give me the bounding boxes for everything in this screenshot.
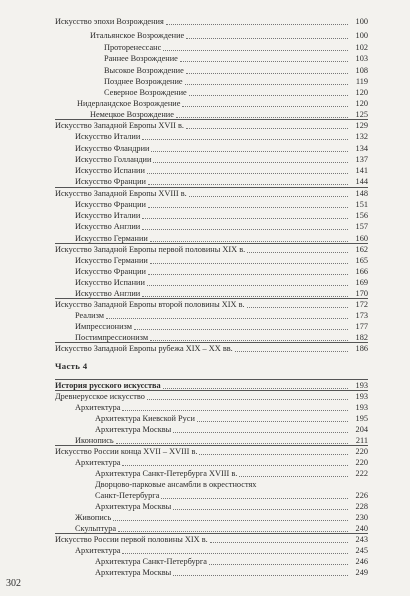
toc-entry (75, 267, 368, 277)
dot-leader (247, 251, 348, 253)
toc-entry-title: Искусство Италии (75, 211, 141, 220)
toc-entry-page: 157 (355, 222, 368, 231)
toc-entry-title: Реализм (75, 311, 105, 320)
toc-entry-page: 249 (355, 568, 368, 577)
toc-entry-page: 245 (355, 546, 368, 555)
toc-entry-title: Искусство Фландрии (75, 144, 150, 153)
dot-leader (186, 37, 348, 39)
dot-leader (122, 464, 348, 466)
section-rule (55, 445, 368, 446)
dot-leader (142, 217, 348, 219)
toc-entry-title: Искусство Западной Европы рубежа XIX – XX вв. (55, 344, 233, 353)
dot-leader (148, 183, 348, 185)
toc-entry-page: 246 (355, 557, 368, 566)
toc-entry-title: Искусство Франции (75, 177, 146, 186)
toc-entry (104, 88, 368, 98)
toc-entry (95, 469, 368, 479)
toc-entry (95, 414, 368, 424)
section-rule (55, 187, 368, 188)
toc-entry-page: 166 (355, 267, 368, 276)
dot-leader (173, 574, 348, 576)
toc-entry-title: Искусство Франции (75, 200, 146, 209)
toc-entry (95, 568, 368, 578)
toc-entry (55, 300, 368, 310)
toc-entry (95, 491, 368, 501)
toc-entry-page: 134 (355, 144, 368, 153)
toc-entry-title: Искусство Италии (75, 132, 141, 141)
dot-leader (180, 60, 348, 62)
toc-entry-page: 165 (355, 256, 368, 265)
dot-leader (150, 339, 348, 341)
toc-entry-title: Архитектура Киевской Руси (95, 414, 195, 423)
toc-entry-title: Искусство Германии (75, 234, 148, 243)
dot-leader (209, 563, 348, 565)
toc-entry (75, 513, 368, 523)
toc-entry-page: 173 (355, 311, 368, 320)
toc-entry (75, 278, 368, 288)
part-heading: Часть 4 (55, 361, 88, 371)
toc-entry (75, 166, 368, 176)
dot-leader (142, 295, 348, 297)
toc-entry-title: Архитектура (75, 458, 121, 467)
toc-entry-title: Архитектура (75, 546, 121, 555)
toc-entry-page: 144 (355, 177, 368, 186)
toc-entry-title: Постимпрессионизм (75, 333, 149, 342)
toc-entry (55, 189, 368, 199)
toc-entry (55, 245, 368, 255)
dot-leader (116, 442, 348, 444)
toc-entry-title: Северное Возрождение (104, 88, 187, 97)
dot-leader (239, 475, 348, 477)
toc-entry-page: 170 (355, 289, 368, 298)
toc-entry-page: 137 (355, 155, 368, 164)
dot-leader (148, 206, 348, 208)
toc-entry-page: 160 (355, 234, 368, 243)
toc-entry-page: 108 (355, 66, 368, 75)
dot-leader (151, 150, 348, 152)
toc-entry-title: Искусство эпохи Возрождения (55, 17, 164, 26)
toc-entry-title: Искусство Западной Европы XVIII в. (55, 189, 187, 198)
toc-entry-page: 120 (355, 88, 368, 97)
toc-entry-page: 177 (355, 322, 368, 331)
toc-entry (104, 54, 368, 64)
dot-leader (148, 273, 348, 275)
dot-leader (150, 240, 348, 242)
dot-leader (182, 105, 348, 107)
toc-entry (75, 546, 368, 556)
section-rule (55, 342, 368, 343)
section-rule (55, 298, 368, 299)
dot-leader (122, 552, 348, 554)
toc-entry-title: Немецкое Возрождение (90, 110, 174, 119)
toc-entry-page: 172 (355, 300, 368, 309)
toc-entry-title: Искусство Англии (75, 222, 141, 231)
toc-entry-title: Импрессионизм (75, 322, 132, 331)
toc-entry-page: 162 (355, 245, 368, 254)
toc-entry-page: 193 (355, 403, 368, 412)
toc-entry-page: 120 (355, 99, 368, 108)
toc-entry-title: Нидерландское Возрождение (77, 99, 181, 108)
toc-entry-title: Искусство Западной Европы второй половины XIX в. (55, 300, 245, 309)
dot-leader (147, 284, 348, 286)
dot-leader (150, 262, 348, 264)
dot-leader (185, 83, 348, 85)
toc-entry (75, 458, 368, 468)
toc-entry (75, 132, 368, 142)
toc-entry (55, 121, 368, 131)
dot-leader (173, 508, 348, 510)
toc-entry-title: Архитектура Москвы (95, 568, 172, 577)
toc-entry-title: Искусство России первой половины XIX в. (55, 535, 208, 544)
toc-entry-title: Архитектура Санкт-Петербурга (95, 557, 207, 566)
dot-leader (199, 453, 348, 455)
dot-leader (166, 23, 348, 25)
toc-entry (55, 344, 368, 354)
toc-entry (55, 17, 368, 27)
toc-entry-title: Проторенессанс (104, 43, 162, 52)
dot-leader (189, 94, 348, 96)
toc-entry-title: Позднее Возрождение (104, 77, 183, 86)
toc-entry (75, 144, 368, 154)
section-rule (55, 390, 368, 391)
toc-entry-title: Высокое Возрождение (104, 66, 184, 75)
toc-entry-title: Иконопись (75, 436, 114, 445)
dot-leader (147, 398, 348, 400)
toc-entry-title: Живопись (75, 513, 112, 522)
toc-entry-title: Санкт-Петербурга (95, 491, 160, 500)
toc-entry-page: 169 (355, 278, 368, 287)
toc-entry-title: Раннее Возрождение (104, 54, 178, 63)
toc-entry-title: Искусство Германии (75, 256, 148, 265)
page-number: 302 (6, 578, 21, 589)
toc-entry-page: 125 (355, 110, 368, 119)
toc-entry (75, 311, 368, 321)
toc-entry-title: История русского искусства (55, 381, 161, 390)
toc-entry-title: Архитектура (75, 403, 121, 412)
section-rule (55, 119, 368, 120)
toc-entry (75, 155, 368, 165)
toc-entry-title: Итальянское Возрождение (90, 31, 185, 40)
toc-entry (77, 99, 368, 109)
toc-entry-title: Искусство России конца XVII – XVIII в. (55, 447, 198, 456)
toc-entry-page: 204 (355, 425, 368, 434)
toc-entry (75, 256, 368, 266)
toc-entry-page: 228 (355, 502, 368, 511)
toc-entry-page: 148 (355, 189, 368, 198)
toc-entry-page: 132 (355, 132, 368, 141)
toc-entry-title: Искусство Голландии (75, 155, 152, 164)
dot-leader (186, 127, 348, 129)
dot-leader (197, 420, 348, 422)
dot-leader (134, 328, 348, 330)
dot-leader (235, 350, 348, 352)
dot-leader (210, 541, 348, 543)
section-rule (55, 243, 368, 244)
toc-entry-page: 186 (355, 344, 368, 353)
toc-entry-page: 151 (355, 200, 368, 209)
toc-entry-page: 102 (355, 43, 368, 52)
section-rule (55, 379, 368, 380)
dot-leader (163, 387, 348, 389)
toc-entry-page: 230 (355, 513, 368, 522)
toc-entry-title: Искусство Франции (75, 267, 146, 276)
toc-entry-title: Архитектура Москвы (95, 425, 172, 434)
toc-entry-title: Искусство Испании (75, 166, 145, 175)
dot-leader (147, 172, 348, 174)
toc-entry-page: 243 (355, 535, 368, 544)
toc-entry (75, 211, 368, 221)
toc-entry-title: Искусство Западной Европы первой половины XIX в. (55, 245, 246, 254)
toc-entry-title: Скульптура (75, 524, 117, 533)
dot-leader (113, 519, 348, 521)
dot-leader (118, 530, 348, 532)
toc-entry (55, 447, 368, 457)
toc-entry (104, 43, 368, 53)
toc-entry (55, 535, 368, 545)
toc-entry-page: 193 (355, 392, 368, 401)
dot-leader (122, 409, 348, 411)
toc-entry-page: 195 (355, 414, 368, 423)
dot-leader (142, 138, 348, 140)
toc-entry (75, 403, 368, 413)
toc-entry-page: 119 (355, 77, 368, 86)
dot-leader (173, 431, 348, 433)
toc-entry (90, 31, 368, 41)
toc-entry (75, 177, 368, 187)
toc-entry-title: Архитектура Москвы (95, 502, 172, 511)
toc-entry-page: 240 (355, 524, 368, 533)
toc-entry-page: 220 (355, 447, 368, 456)
toc-entry-title: Искусство Западной Европы XVII в. (55, 121, 184, 130)
toc-entry-title: Дворцово-парковые ансамбли в окрестностях (95, 480, 257, 489)
toc-entry (95, 557, 368, 567)
dot-leader (247, 306, 348, 308)
toc-entry-page: 220 (355, 458, 368, 467)
toc-entry-title: Искусство Англии (75, 289, 141, 298)
dot-leader (106, 317, 348, 319)
toc-entry (75, 222, 368, 232)
toc-entry-title: Архитектура Санкт-Петербурга XVIII в. (95, 469, 238, 478)
dot-leader (189, 195, 348, 197)
toc-entry (75, 200, 368, 210)
toc-entry-page: 129 (355, 121, 368, 130)
dot-leader (186, 72, 348, 74)
toc-entry-page: 100 (355, 17, 368, 26)
toc-entry-title: Древнерусское искусство (55, 392, 145, 401)
toc-entry-page: 156 (355, 211, 368, 220)
toc-entry-page: 103 (355, 54, 368, 63)
toc-entry-page: 193 (355, 381, 368, 390)
toc-entry-page: 182 (355, 333, 368, 342)
toc-entry-page: 100 (355, 31, 368, 40)
toc-entry (55, 392, 368, 402)
toc-entry-page: 211 (355, 436, 368, 445)
toc-entry (95, 425, 368, 435)
dot-leader (161, 497, 348, 499)
toc-entry-title: Искусство Испании (75, 278, 145, 287)
toc-entry-page: 226 (355, 491, 368, 500)
dot-leader (142, 228, 348, 230)
toc-entry-page: 141 (355, 166, 368, 175)
dot-leader (176, 116, 348, 118)
dot-leader (163, 49, 348, 51)
toc-entry (95, 502, 368, 512)
toc-entry (104, 77, 368, 87)
dot-leader (153, 161, 348, 163)
section-rule (55, 533, 368, 534)
toc-entry (95, 480, 368, 490)
toc-entry (104, 66, 368, 76)
toc-entry-page: 222 (355, 469, 368, 478)
toc-entry (75, 322, 368, 332)
